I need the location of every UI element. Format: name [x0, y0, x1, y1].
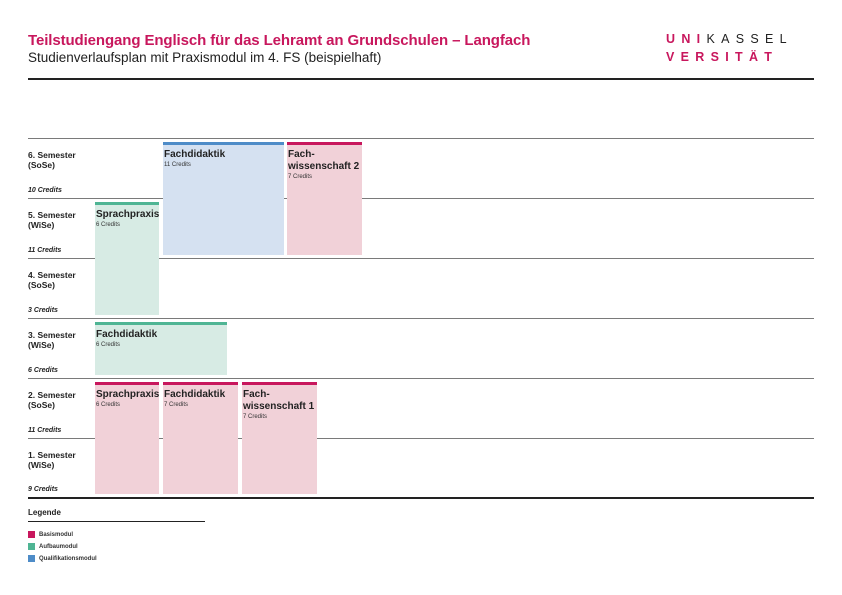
grid-line — [28, 138, 814, 139]
semester-credits: 6 Credits — [28, 367, 58, 374]
module-credits: 7 Credits — [164, 402, 189, 408]
legend-label: Qualifikationsmodul — [39, 555, 97, 562]
legend-swatch — [28, 555, 35, 562]
logo-accent: UNI — [666, 32, 707, 46]
semester-label: 4. Semester (SoSe) — [28, 270, 76, 290]
page-subtitle: Studienverlaufsplan mit Praxismodul im 4. FS (beispielhaft) — [28, 50, 382, 65]
semester-label: 2. Semester (SoSe) — [28, 390, 76, 410]
module-credits: 6 Credits — [96, 402, 121, 408]
semester-label: 5. Semester (WiSe) — [28, 210, 76, 230]
module-credits: 7 Credits — [288, 174, 313, 180]
module-name: Sprachpraxis — [96, 209, 160, 220]
semester-label: 6. Semester (SoSe) — [28, 150, 76, 170]
semester-credits: 10 Credits — [28, 187, 62, 194]
module-credits: 6 Credits — [96, 222, 121, 228]
legend-title: Legende — [28, 508, 61, 517]
module-fachwissenschaft-1 — [242, 382, 317, 494]
module-credits: 7 Credits — [243, 414, 268, 420]
legend-item-basismodul — [28, 526, 74, 538]
semester-credits: 9 Credits — [28, 486, 58, 493]
grid-line — [28, 318, 814, 319]
module-fachdidaktik-aufbau — [95, 322, 227, 375]
semester-label: 1. Semester (WiSe) — [28, 450, 76, 470]
semester-credits: 11 Credits — [28, 427, 62, 434]
grid-line — [28, 198, 814, 199]
page-title: Teilstudiengang Englisch für das Lehramt an Grundschulen – Langfach — [28, 32, 531, 49]
logo-text-line2: VERSITÄT — [666, 50, 779, 64]
legend-item-aufbaumodul — [28, 538, 78, 550]
module-name: Fachdidaktik — [164, 149, 226, 160]
legend-label: Aufbaumodul — [39, 543, 78, 550]
university-logo — [666, 30, 816, 66]
module-sprachpraxis-basis — [95, 382, 159, 494]
module-name: Fach- wissenschaft 1 — [243, 389, 315, 412]
legend-divider — [28, 521, 205, 522]
legend-label: Basismodul — [39, 531, 74, 538]
module-name: Fachdidaktik — [164, 389, 226, 400]
grid-line — [28, 378, 814, 379]
module-fachdidaktik-basis — [163, 382, 238, 494]
module-name: Sprachpraxis — [96, 389, 160, 400]
module-sprachpraxis-aufbau — [95, 202, 159, 315]
header-divider — [28, 78, 814, 80]
module-credits: 11 Credits — [164, 162, 191, 168]
semester-label: 3. Semester (WiSe) — [28, 330, 76, 350]
module-credits: 6 Credits — [96, 342, 121, 348]
plan-bottom-divider — [28, 497, 814, 499]
legend-item-qualifikationsmodul — [28, 550, 97, 562]
module-name: Fachdidaktik — [96, 329, 158, 340]
logo-text-line1: KASSEL — [706, 32, 793, 46]
module-name: Fach- wissenschaft 2 — [288, 149, 360, 172]
module-fachdidaktik-qualifikation — [163, 142, 284, 255]
semester-credits: 11 Credits — [28, 247, 62, 254]
semester-credits: 3 Credits — [28, 307, 58, 314]
module-fachwissenschaft-2 — [287, 142, 362, 255]
